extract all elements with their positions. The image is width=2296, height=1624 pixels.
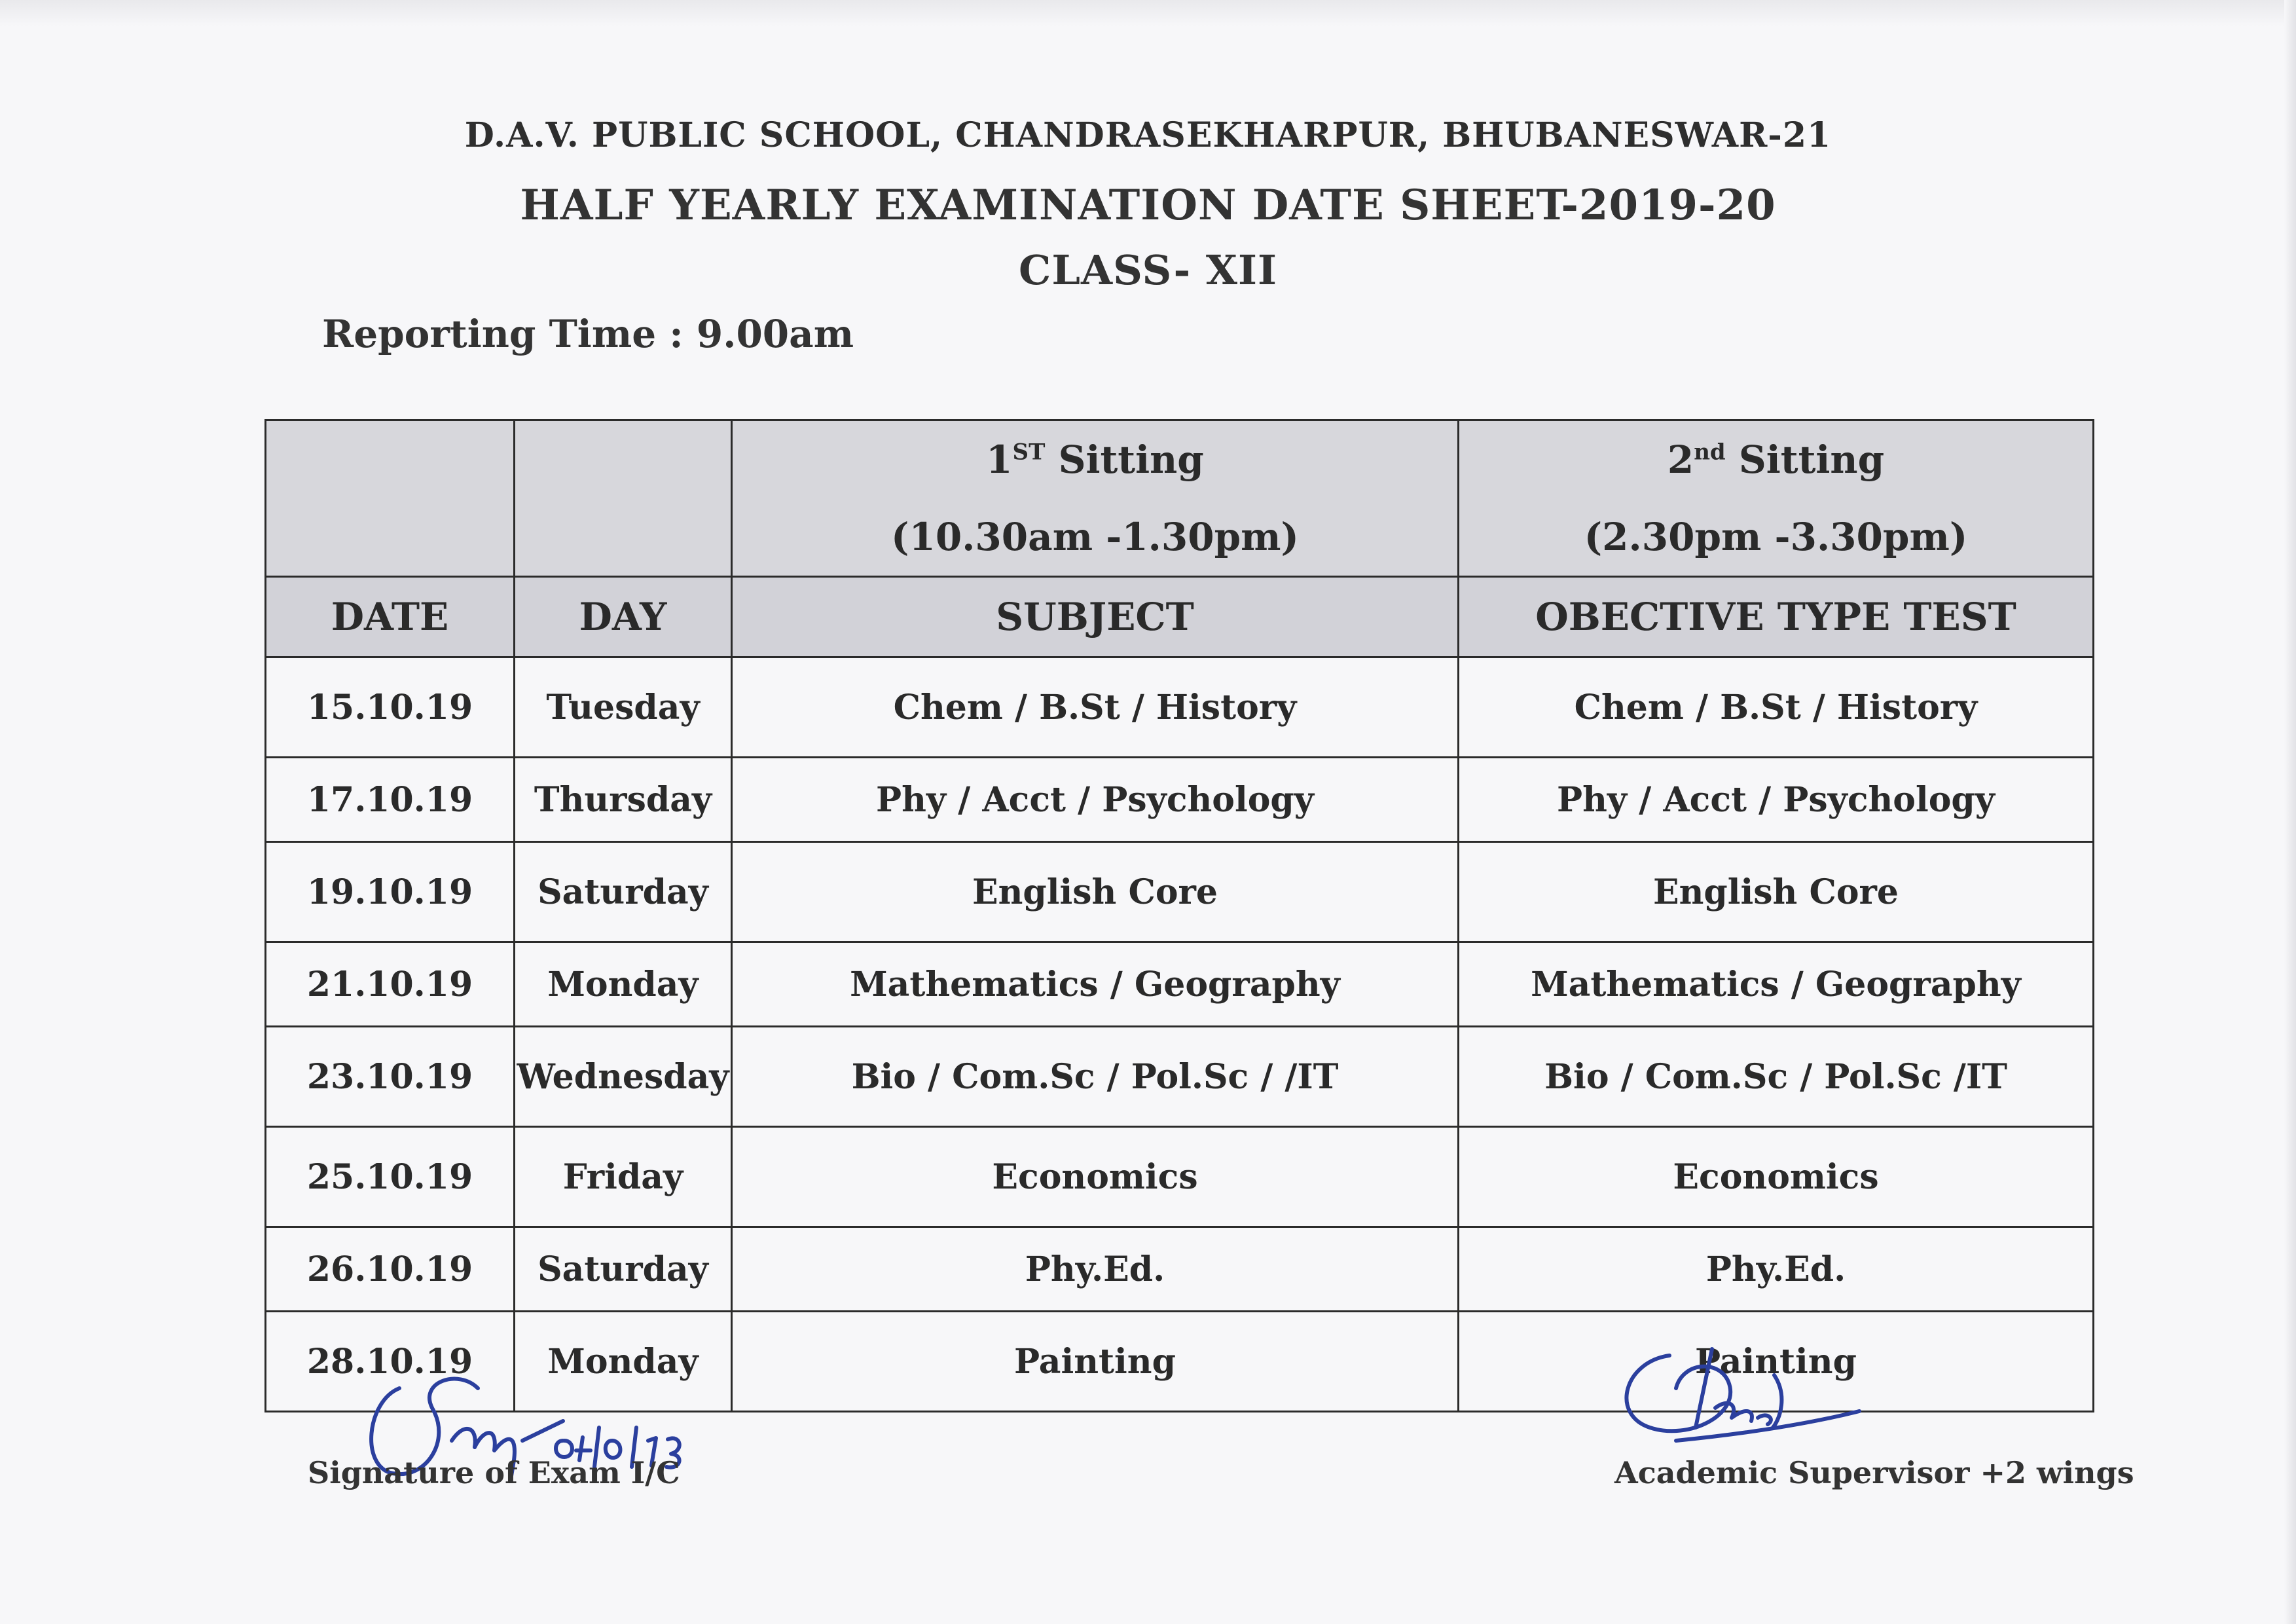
objective-cell: Chem / B.St / History [1459, 657, 2094, 758]
day-cell: Saturday [515, 1227, 732, 1312]
subject-cell: Chem / B.St / History [732, 657, 1459, 758]
date-sheet-table [264, 419, 2094, 1412]
objective-cell: Painting [1459, 1312, 2094, 1412]
blank-header-cell [266, 420, 515, 577]
date-cell: 15.10.19 [266, 657, 515, 758]
date-cell: 19.10.19 [266, 842, 515, 942]
objective-cell: English Core [1459, 842, 2094, 942]
subject-cell: Mathematics / Geography [732, 942, 1459, 1027]
class-name: CLASS- XII [1019, 246, 1277, 294]
second-sitting-time: (2.30pm -3.30pm) [1584, 515, 1968, 559]
day-cell: Thursday [515, 758, 732, 842]
school-name: D.A.V. PUBLIC SCHOOL, CHANDRASEKHARPUR, BHUBANESWAR-21 [464, 115, 1832, 155]
scan-edge-right [2284, 0, 2296, 1624]
table-row [266, 758, 2094, 842]
objective-column-header: OBECTIVE TYPE TEST [1459, 577, 2094, 657]
day-cell: Wednesday [515, 1027, 732, 1127]
subject-cell: Economics [732, 1127, 1459, 1227]
day-column-header: DAY [515, 577, 732, 657]
second-sitting-num: 2 [1667, 437, 1694, 482]
blank-header-cell [515, 420, 732, 577]
day-cell: Friday [515, 1127, 732, 1227]
scan-edge-top [0, 0, 2296, 26]
table-row [266, 657, 2094, 758]
table-row [266, 842, 2094, 942]
exam-title: HALF YEARLY EXAMINATION DATE SHEET-2019-20 [520, 181, 1776, 230]
date-column-header: DATE [266, 577, 515, 657]
date-cell: 26.10.19 [266, 1227, 515, 1312]
first-sitting-num: 1 [986, 437, 1013, 482]
exam-ic-signature-label: Signature of Exam I/C [308, 1455, 680, 1490]
objective-cell: Mathematics / Geography [1459, 942, 2094, 1027]
day-cell: Saturday [515, 842, 732, 942]
column-header-row [266, 577, 2094, 657]
date-cell: 17.10.19 [266, 758, 515, 842]
subject-cell: Phy.Ed. [732, 1227, 1459, 1312]
table-row [266, 1127, 2094, 1227]
second-sitting-header [1459, 420, 2094, 577]
subject-cell: Bio / Com.Sc / Pol.Sc / /IT [732, 1027, 1459, 1127]
first-sitting-label: Sitting [1058, 437, 1204, 482]
date-cell: 28.10.19 [266, 1312, 515, 1412]
objective-cell: Phy / Acct / Psychology [1459, 758, 2094, 842]
subject-cell: Phy / Acct / Psychology [732, 758, 1459, 842]
day-cell: Monday [515, 1312, 732, 1412]
first-sitting-header [732, 420, 1459, 577]
table-row [266, 942, 2094, 1027]
sitting-header-row [266, 420, 2094, 577]
second-sitting-label: Sitting [1738, 437, 1885, 482]
objective-cell: Economics [1459, 1127, 2094, 1227]
day-cell: Monday [515, 942, 732, 1027]
reporting-time: Reporting Time : 9.00am [322, 312, 854, 356]
subject-cell: English Core [732, 842, 1459, 942]
date-cell: 23.10.19 [266, 1027, 515, 1127]
academic-supervisor-label: Academic Supervisor +2 wings [1614, 1455, 2134, 1490]
table-row [266, 1227, 2094, 1312]
objective-cell: Phy.Ed. [1459, 1227, 2094, 1312]
table-row [266, 1027, 2094, 1127]
subject-column-header: SUBJECT [732, 577, 1459, 657]
academic-supervisor-signature-mark [1597, 1336, 1872, 1460]
first-sitting-sup: ST [1012, 439, 1046, 466]
date-cell: 25.10.19 [266, 1127, 515, 1227]
second-sitting-sup: nd [1694, 439, 1726, 466]
first-sitting-time: (10.30am -1.30pm) [891, 515, 1299, 559]
objective-cell: Bio / Com.Sc / Pol.Sc /IT [1459, 1027, 2094, 1127]
day-cell: Tuesday [515, 657, 732, 758]
date-cell: 21.10.19 [266, 942, 515, 1027]
subject-cell: Painting [732, 1312, 1459, 1412]
